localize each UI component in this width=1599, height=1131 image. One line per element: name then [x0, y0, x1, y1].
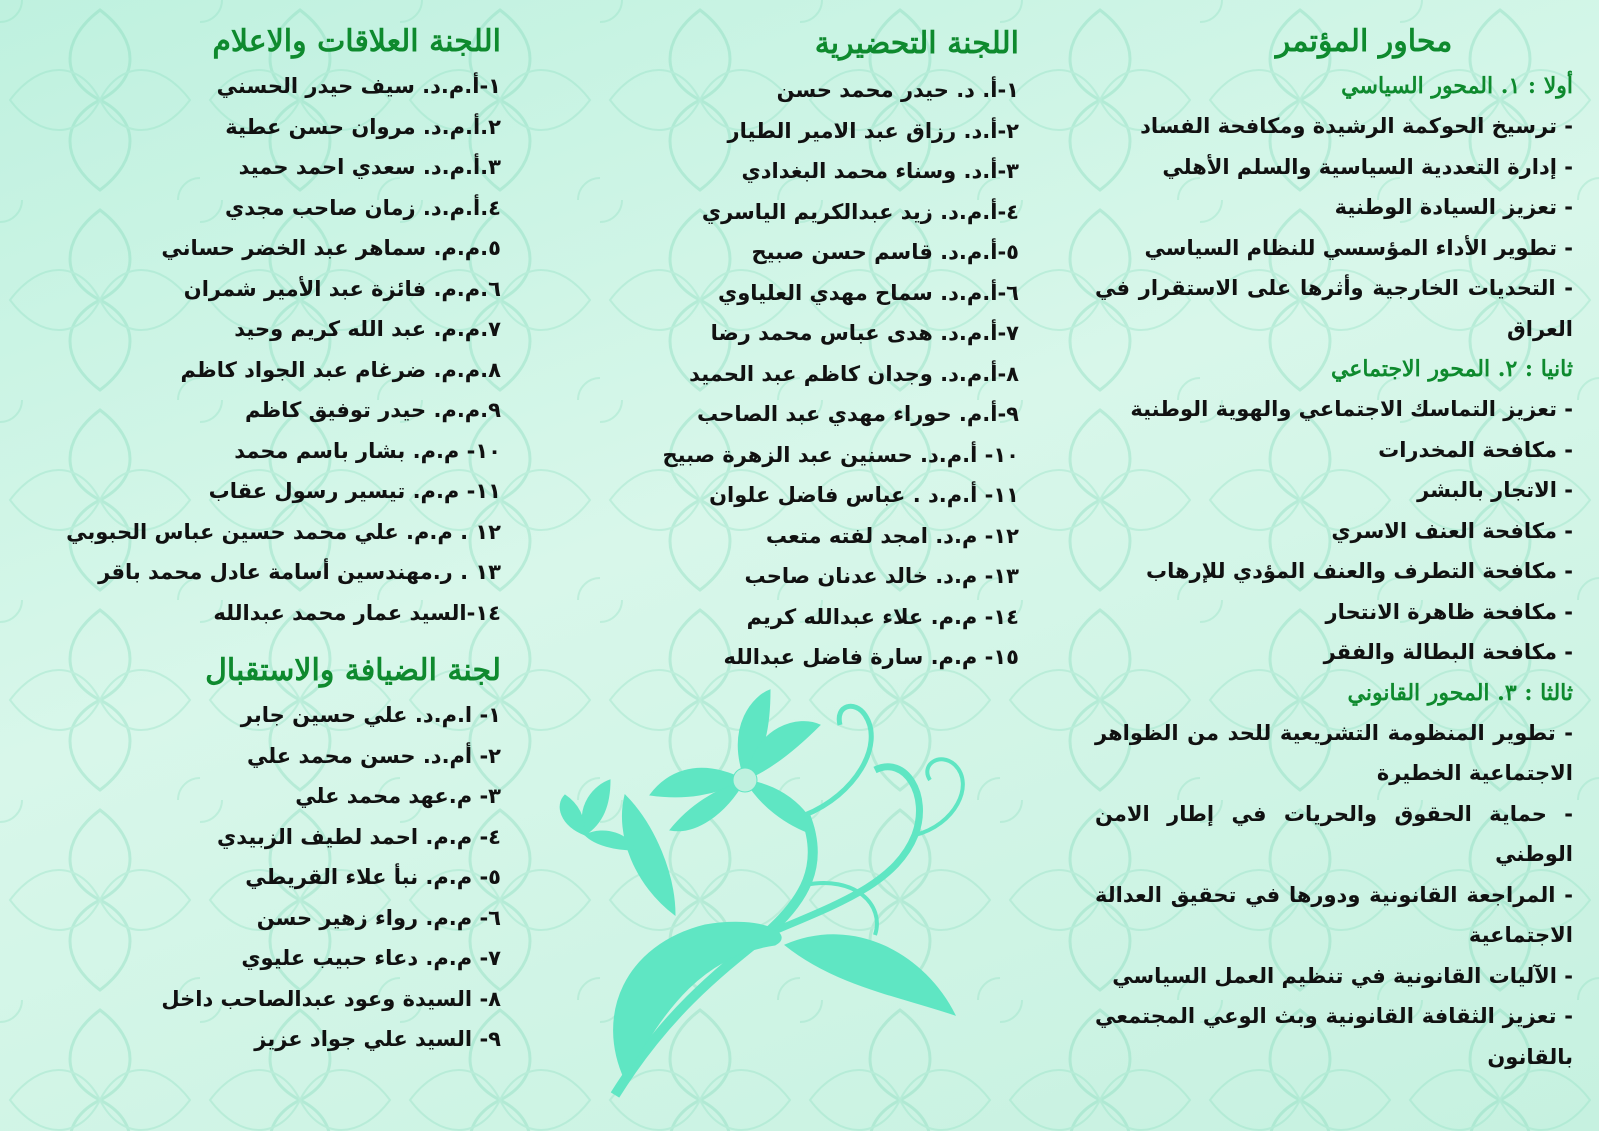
member-item: ٥-أ.م.د. قاسم حسن صبيح — [751, 240, 1019, 264]
member-item: ١٠- م.م. بشار باسم محمد — [234, 438, 501, 463]
member-item: ٢.أ.م.د. مروان حسن عطية — [225, 114, 501, 139]
preparatory-committee-column — [579, 18, 1019, 678]
conference-axes-column — [1095, 18, 1573, 1077]
axis-item: - تعزيز الثقافة القانونية وبث الوعي المجتمعي بالقانون — [1095, 1004, 1573, 1069]
axis-item: - إدارة التعددية السياسية والسلم الأهلي — [1162, 154, 1573, 179]
section-title: ثالثا : ٣. المحور القانوني — [1347, 679, 1573, 706]
member-item: ٤- م.م. احمد لطيف الزبيدي — [217, 824, 501, 849]
member-item: ٧- م.م. دعاء حبيب عليوي — [241, 946, 501, 970]
axes-title: محاور المؤتمر — [1275, 24, 1453, 59]
preparatory-title: اللجنة التحضيرية — [814, 26, 1019, 61]
member-item: ٩- السيد علي جواد عزيز — [254, 1027, 501, 1051]
hospitality-title: لجنة الضيافة والاستقبال — [205, 653, 501, 688]
political-section — [1095, 66, 1573, 349]
relations-hospitality-column — [21, 18, 501, 1060]
member-item: ١٣- م.د. خالد عدنان صاحب — [744, 564, 1019, 588]
member-item: ١٣ . ر.مهندسين أسامة عادل محمد باقر — [98, 560, 501, 584]
member-item: ١٤-السيد عمار محمد عبدالله — [213, 600, 501, 625]
member-item: ٢-أ.د. رزاق عبد الامير الطيار — [727, 118, 1019, 143]
member-item: ٣-أ.د. وسناء محمد البغدادي — [741, 159, 1019, 183]
axis-item: - تطوير الأداء المؤسسي للنظام السياسي — [1144, 235, 1573, 260]
member-item: ١-أ. د. حيدر محمد حسن — [776, 78, 1019, 102]
member-item: ٥- م.م. نبأ علاء القريطي — [245, 865, 501, 889]
member-item: ١١- م.م. تيسير رسول عقاب — [208, 479, 501, 503]
member-item: ٥.م.م. سماهر عبد الخضر حساني — [161, 236, 501, 260]
axis-item: - مكافحة البطالة والفقر — [1323, 640, 1573, 664]
axis-item: - مكافحة المخدرات — [1378, 437, 1573, 462]
axis-item: - التحديات الخارجية وأثرها على الاستقرار في العراق — [1095, 276, 1573, 341]
member-item: ٨- السيدة وعود عبدالصاحب داخل — [161, 986, 501, 1011]
section-title: ثانيا : ٢. المحور الاجتماعي — [1330, 356, 1573, 382]
member-item: ١١- أ.م.د . عباس فاضل علوان — [709, 483, 1019, 507]
member-item: ٧-أ.م.د. هدى عباس محمد رضا — [710, 321, 1019, 345]
member-item: ١٤- م.م. علاء عبدالله كريم — [746, 604, 1019, 629]
member-item: ١- ا.م.د. علي حسين جابر — [240, 703, 501, 727]
member-item: ١٢- م.د. امجد لفته متعب — [765, 523, 1019, 548]
member-item: ٢- أم.د. حسن محمد علي — [246, 743, 501, 768]
axis-item: - تعزيز التماسك الاجتماعي والهوية الوطنية — [1130, 397, 1573, 421]
legal-section — [1095, 673, 1573, 1078]
axis-item: - تطوير المنظومة التشريعية للحد من الظواهر الاجتماعية الخطيرة — [1095, 720, 1573, 785]
axis-item: - حماية الحقوق والحريات في إطار الامن الوطني — [1095, 801, 1573, 866]
member-item: ٨-أ.م.د. وجدان كاظم عبد الحميد — [689, 361, 1019, 386]
member-item: ٣.أ.م.د. سعدي احمد حميد — [238, 155, 501, 179]
axis-item: - الاتجار بالبشر — [1417, 478, 1573, 502]
member-item: ٤-أ.م.د. زيد عبدالكريم الياسري — [701, 199, 1019, 224]
axis-item: - تعزيز السيادة الوطنية — [1334, 195, 1573, 219]
member-item: ١٥- م.م. سارة فاضل عبدالله — [723, 645, 1019, 669]
axis-item: - مكافحة العنف الاسري — [1331, 518, 1573, 543]
axis-item: - ترسيخ الحوكمة الرشيدة ومكافحة الفساد — [1140, 114, 1573, 138]
member-item: ٤.أ.م.د. زمان صاحب مجدي — [225, 195, 501, 220]
member-item: ٦- م.م. رواء زهير حسن — [256, 905, 501, 930]
member-item: ٦.م.م. فائزة عبد الأمير شمران — [183, 276, 501, 301]
member-item: ٩-أ.م. حوراء مهدي عبد الصاحب — [697, 402, 1019, 426]
member-item: ٣- م.عهد محمد علي — [295, 784, 501, 808]
relations-title: اللجنة العلاقات والاعلام — [212, 24, 501, 59]
axis-item: - مكافحة ظاهرة الانتحار — [1325, 599, 1573, 624]
axis-item: - المراجعة القانونية ودورها في تحقيق العدالة الاجتماعية — [1095, 882, 1573, 947]
member-item: ٦-أ.م.د. سماح مهدي العلياوي — [717, 280, 1019, 305]
member-item: ١٠- أ.م.د. حسنين عبد الزهرة صبيح — [662, 442, 1019, 467]
member-item: ٨.م.م. ضرغام عبد الجواد كاظم — [180, 357, 501, 382]
member-item: ١٢ . م.م. علي محمد حسين عباس الحبوبي — [66, 519, 501, 544]
member-item: ٧.م.م. عبد الله كريم وحيد — [234, 317, 501, 341]
flower-ornament-icon — [555, 685, 995, 1105]
member-item: ١-أ.م.د. سيف حيدر الحسني — [216, 74, 501, 98]
social-section — [1095, 349, 1573, 673]
section-title: أولا : ١. المحور السياسي — [1341, 73, 1573, 99]
axis-item: - الآليات القانونية في تنظيم العمل السياسي — [1112, 963, 1573, 988]
member-item: ٩.م.م. حيدر توفيق كاظم — [244, 398, 501, 422]
axis-item: - مكافحة التطرف والعنف المؤدي للإرهاب — [1146, 559, 1573, 583]
